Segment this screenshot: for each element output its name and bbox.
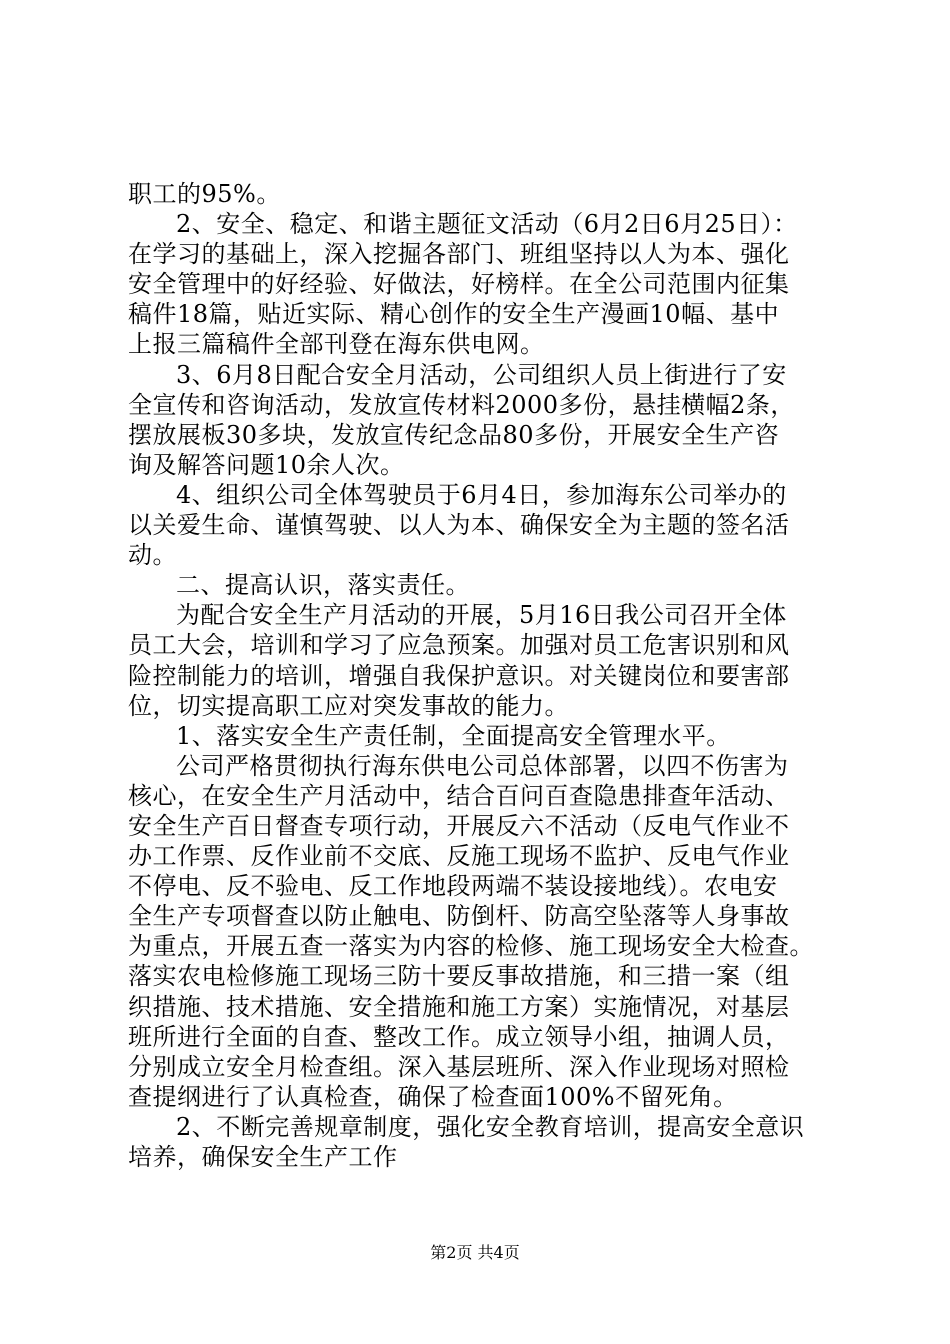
- text-line: 安全管理中的好经验、好做法，好榜样。在全公司范围内征集: [128, 270, 790, 298]
- text-line: 办工作票、反作业前不交底、反施工现场不监护、反电气作业: [128, 842, 790, 870]
- text-line: 以关爱生命、谨慎驾驶、以人为本、确保安全为主题的签名活: [128, 511, 790, 539]
- text-line: 班所进行全面的自查、整改工作。成立领导小组，抽调人员，: [128, 1023, 790, 1051]
- text-line: 员工大会，培训和学习了应急预案。加强对员工危害识别和风: [128, 631, 790, 659]
- section-heading: 二、提高认识，落实责任。: [176, 571, 470, 599]
- text-line: 织措施、技术措施、安全措施和施工方案）实施情况，对基层: [128, 993, 790, 1021]
- text-line: 2、不断完善规章制度，强化安全教育培训，提高安全意识: [176, 1113, 805, 1141]
- text-line: 全宣传和咨询活动，发放宣传材料2000多份，悬挂横幅2条，: [128, 391, 795, 419]
- text-line: 落实农电检修施工现场三防十要反事故措施，和三措一案（组: [128, 962, 790, 990]
- text-line: 为重点，开展五查一落实为内容的检修、施工现场安全大检查。: [128, 932, 814, 960]
- text-line: 2、安全、稳定、和谐主题征文活动（6月2日6月25日）：: [176, 210, 798, 238]
- text-line: 询及解答问题10余人次。: [128, 451, 405, 479]
- text-line: 为配合安全生产月活动的开展，5月16日我公司召开全体: [176, 601, 787, 629]
- text-line: 查提纲进行了认真检查，确保了检查面100%不留死角。: [128, 1083, 738, 1111]
- text-line: 培养，确保安全生产工作: [128, 1143, 398, 1171]
- text-line: 动。: [128, 541, 177, 569]
- text-line: 分别成立安全月检查组。深入基层班所、深入作业现场对照检: [128, 1053, 790, 1081]
- text-line: 摆放展板30多块，发放宣传纪念品80多份，开展安全生产咨: [128, 421, 780, 449]
- page-footer: 第2页 共4页: [430, 1243, 520, 1262]
- text-line: 险控制能力的培训，增强自我保护意识。对关键岗位和要害部: [128, 662, 790, 690]
- text-line: 不停电、反不验电、反工作地段两端不装设接地线）。农电安: [128, 872, 778, 900]
- text-line: 职工的95%。: [128, 180, 281, 208]
- text-line: 3、6月8日配合安全月活动，公司组织人员上街进行了安: [176, 361, 787, 389]
- text-line: 公司严格贯彻执行海东供电公司总体部署，以四不伤害为: [176, 752, 789, 780]
- text-line: 稿件18篇，贴近实际、精心创作的安全生产漫画10幅、基中: [128, 300, 780, 328]
- text-line: 位，切实提高职工应对突发事故的能力。: [128, 692, 569, 720]
- text-line: 4、组织公司全体驾驶员于6月4日，参加海东公司举办的: [176, 481, 787, 509]
- text-line: 在学习的基础上，深入挖掘各部门、班组坚持以人为本、强化: [128, 240, 790, 268]
- text-line: 上报三篇稿件全部刊登在海东供电网。: [128, 330, 545, 358]
- text-line: 全生产专项督查以防止触电、防倒杆、防高空坠落等人身事故: [128, 902, 790, 930]
- text-line: 安全生产百日督查专项行动，开展反六不活动（反电气作业不: [128, 812, 790, 840]
- text-line: 核心，在安全生产月活动中，结合百问百查隐患排查年活动、: [128, 782, 790, 810]
- text-line: 1、落实安全生产责任制，全面提高安全管理水平。: [176, 722, 731, 750]
